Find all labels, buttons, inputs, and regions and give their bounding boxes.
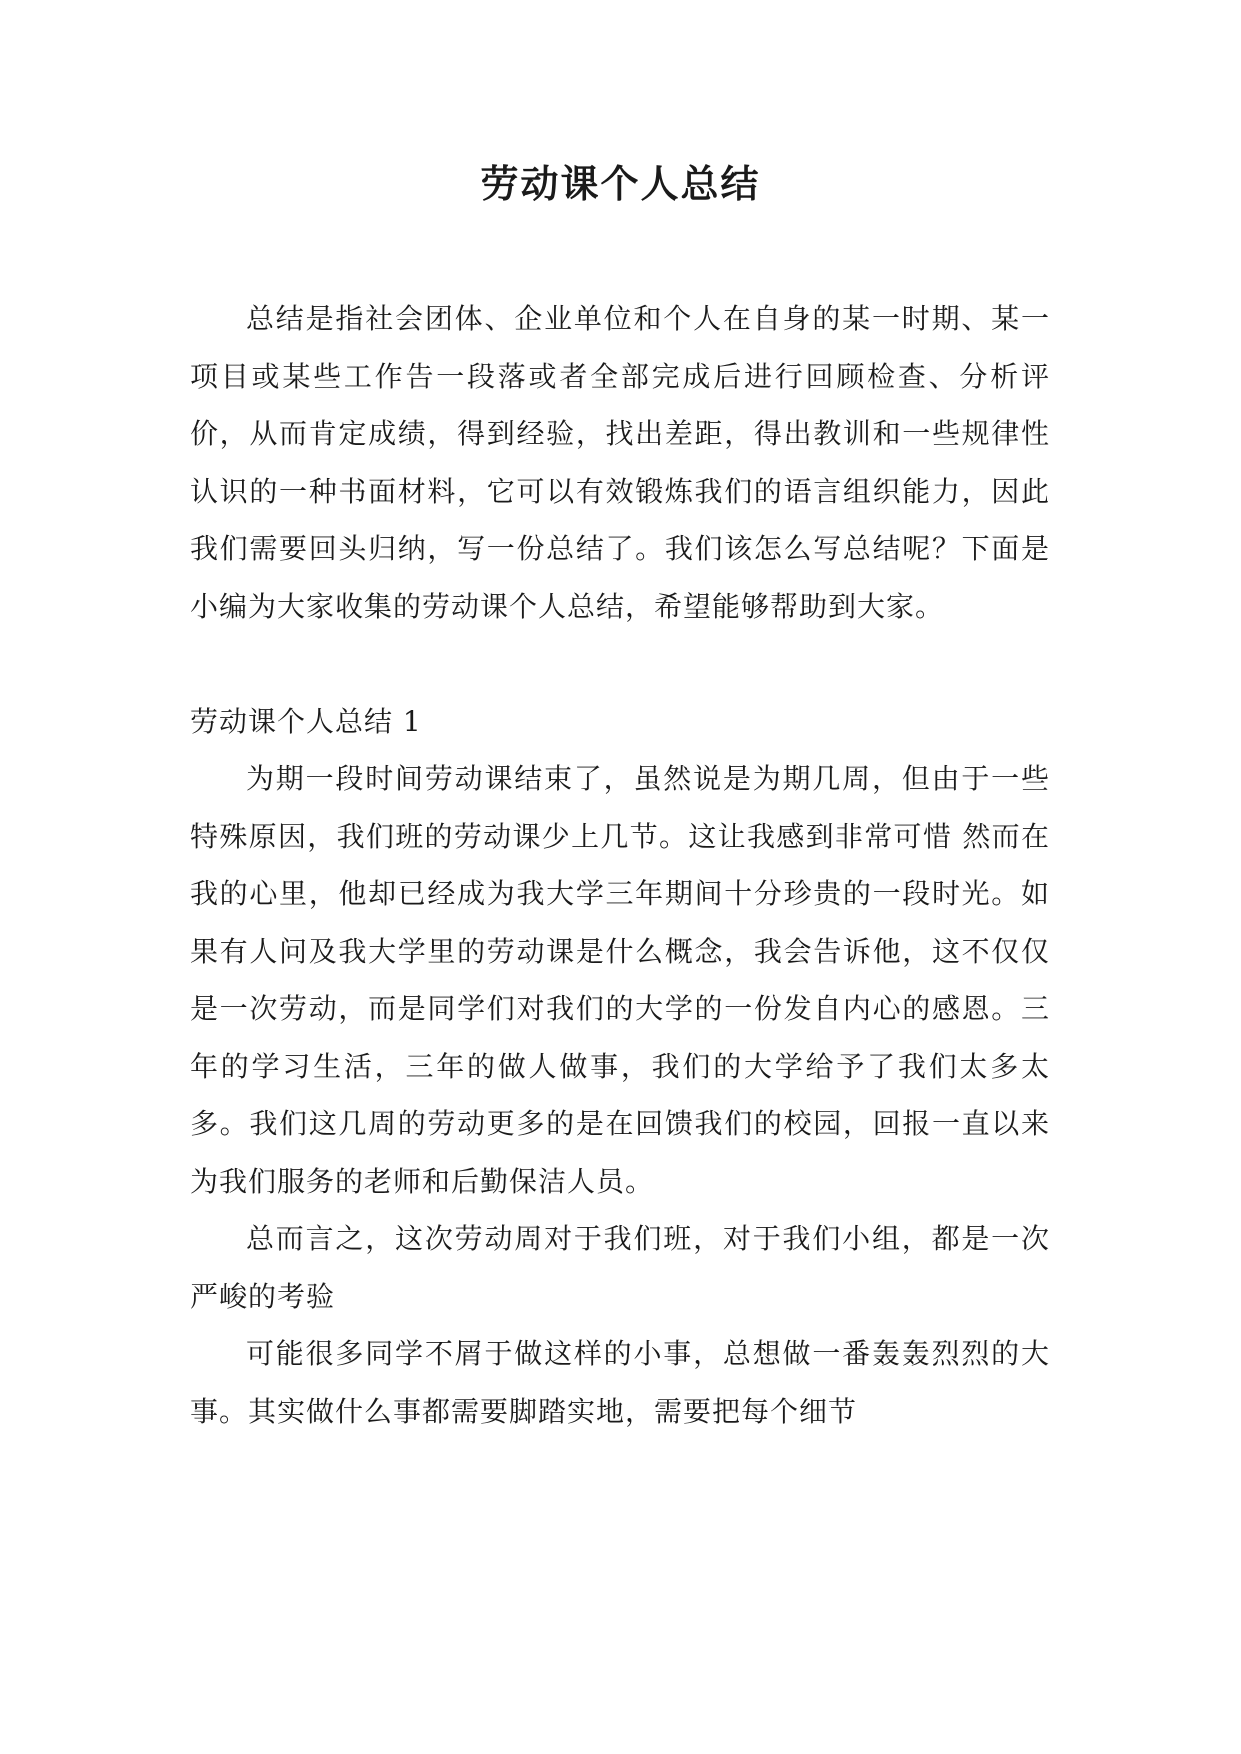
body-paragraph-3: 可能很多同学不屑于做这样的小事，总想做一番轰轰烈烈的大事。其实做什么事都需要脚踏实地，需要把每个细节: [190, 1337, 1050, 1428]
body-paragraph-1: 为期一段时间劳动课结束了，虽然说是为期几周，但由于一些特殊原因，我们班的劳动课少上几节。这让我感到非常可惜 然而在我的心里，他却已经成为我大学三年期间十分珍贵的一段时光。如果有人问及我大学里的劳动课是什么概念，我会告诉他，这不仅仅是一次劳动，而是同学们对我们的大学的一份发自内心的感恩。三年的学习生活，三年的做人做事，我们的大学给予了我们太多太多。我们这几周的劳动更多的是在回馈我们的校园，回报一直以来为我们服务的老师和后勤保洁人员。: [190, 762, 1050, 1198]
document-title: 劳动课个人总结: [480, 161, 761, 206]
intro-paragraph: 总结是指社会团体、企业单位和个人在自身的某一时期、某一项目或某些工作告一段落或者全部完成后进行回顾检查、分析评价，从而肯定成绩，得到经验，找出差距，得出教训和一些规律性认识的一种书面材料，它可以有效锻炼我们的语言组织能力，因此我们需要回头归纳，写一份总结了。我们该怎么写总结呢？下面是小编为大家收集的劳动课个人总结，希望能够帮助到大家。: [190, 302, 1050, 623]
document-body: [190, 290, 1050, 1440]
body-paragraph-2: 总而言之，这次劳动周对于我们班，对于我们小组，都是一次严峻的考验: [190, 1222, 1050, 1313]
section-heading: 劳动课个人总结 1: [190, 704, 422, 738]
